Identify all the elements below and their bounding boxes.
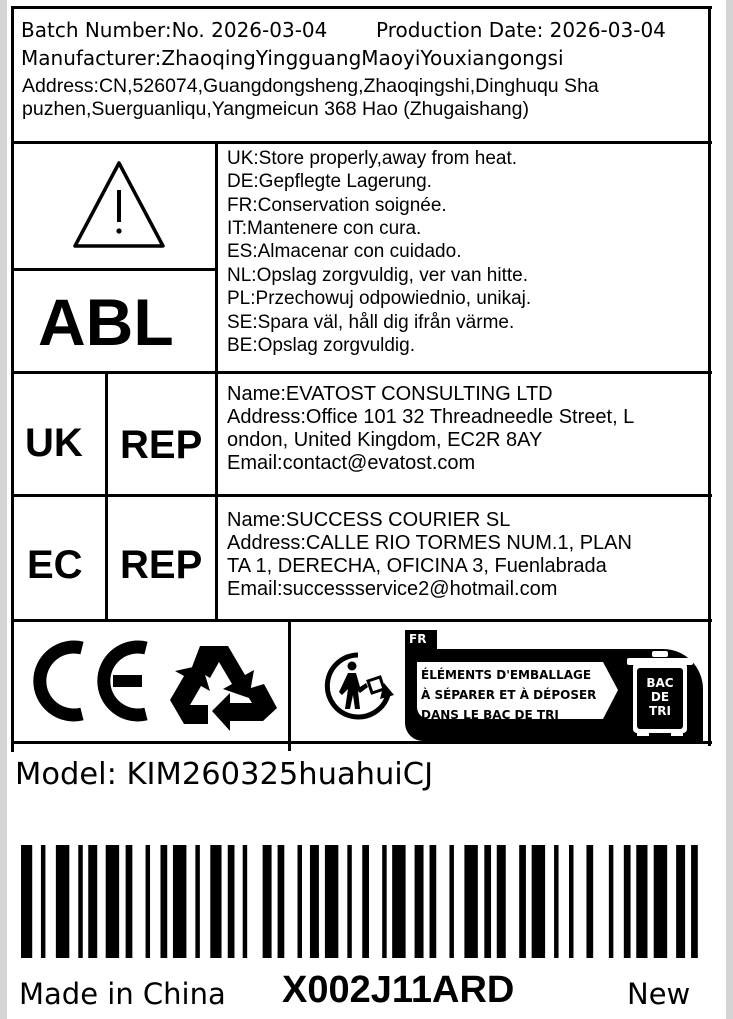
barcode-bar [88,845,97,958]
barcode-bar [210,845,221,958]
barcode-code: X002J11ARD [282,969,515,1011]
barcode-bar [392,845,405,958]
ce-mark-icon [27,636,157,726]
barcode-bar [415,845,424,958]
barcode-bar [382,845,386,958]
barcode-bar [497,845,506,958]
barcode-bar [484,845,491,958]
divider-header [11,141,712,144]
divider-col-main [215,141,218,622]
bin-label-1: BAC [646,676,674,690]
ec-rep-address-1: Address:CALLE RIO TORMES NUM.1, PLAN [227,532,632,554]
frame-right [708,6,711,746]
divider-uk-rep [11,494,712,497]
barcode-bar [691,845,698,958]
barcode-bar [298,845,302,958]
warning-de: DE:Gepflegte Lagerung. [227,171,432,192]
warning-pl: PL:Przechowuj odpowiednio, unikaj. [227,288,532,309]
barcode-bar [449,845,453,958]
barcode-bar [362,845,369,958]
barcode-bar [78,845,82,958]
barcode-bar [41,845,45,958]
frame-top [11,6,712,9]
barcode-bar [636,845,647,958]
production-date: Production Date: 2026-03-04 [376,18,666,42]
divider-rep-badges [105,371,108,622]
bin-label-2: DE [650,690,670,704]
divider-warnings [11,371,712,374]
label-edge-left [0,0,7,1019]
uk-rep-badge: REP [120,423,203,467]
triman-line-2: À SÉPARER ET À DÉPOSER [421,688,597,702]
barcode-bar [160,845,167,958]
barcode-bar [263,845,272,958]
frame-left [11,6,14,752]
warning-nl: NL:Opslag zorgvuldig, ver van hitte. [227,265,528,286]
uk-rep-email: Email:contact@evatost.com [227,452,476,474]
warning-icon [71,158,167,250]
divider-ec-rep [11,619,712,622]
warning-uk: UK:Store properly,away from heat. [227,148,518,169]
warning-it: IT:Mantenere con cura. [227,218,422,239]
barcode-bar [126,845,133,958]
triman-country: FR [409,632,427,646]
warning-es: ES:Almacenar con cuidado. [227,241,462,262]
barcode-bar [586,845,593,958]
frame-bottom [11,741,712,744]
ec-rep-badge: REP [120,543,203,587]
ec-rep-address-2: TA 1, DERECHA, OFICINA 3, Fuenlabrada [227,555,607,577]
barcode-bar [56,845,69,958]
barcode-bar [676,845,685,958]
barcode-bar [569,845,573,958]
warning-se: SE:Spara väl, håll dig ifrån värme. [227,312,515,333]
label-edge-right [726,0,733,1019]
barcode-bar [310,845,319,958]
divider-icons [288,619,291,751]
uk-rep-name: Name:EVATOST CONSULTING LTD [227,383,553,405]
barcode-bar [173,845,186,958]
bin-label-3: TRI [649,704,671,718]
barcode-bar [325,845,338,958]
barcode [21,845,711,958]
manufacturer: Manufacturer:ZhaoqingYingguangMaoyiYouxiangongsi [21,46,564,70]
barcode-bar [609,845,613,958]
uk-rep-address-2: ondon, United Kingdom, EC2R 8AY [227,429,543,451]
recycle-icon [166,638,278,732]
barcode-bar [654,845,667,958]
ec-rep-name: Name:SUCCESS COURIER SL [227,509,511,531]
abl-mark: ABL [38,285,174,359]
batch-number: Batch Number:No. 2026-03-04 [21,18,328,42]
warning-fr: FR:Conservation soignée. [227,195,447,216]
condition-text: New [627,977,691,1011]
triman-line-1: ÉLÉMENTS D'EMBALLAGE [421,668,592,682]
triman-icon [322,651,398,721]
address-line-1: Address:CN,526074,Guangdongsheng,Zhaoqingshi,Dinghuqu Sha [22,75,599,97]
address-line-2: puzhen,Suerguanliqu,Yangmeicun 368 Hao (Zhugaishang) [22,98,529,120]
divider-symbols-left [11,268,217,271]
uk-badge: UK [25,421,83,465]
origin-text: Made in China [19,977,226,1011]
warning-be: BE:Opslag zorgvuldig. [227,335,415,356]
barcode-bar [554,845,558,958]
barcode-bar [146,845,150,958]
barcode-bar [106,845,119,958]
triman-line-3: DANS LE BAC DE TRI [421,708,559,722]
barcode-bar [278,845,285,958]
barcode-bar [228,845,235,958]
barcode-bar [347,845,351,958]
barcode-bar [243,845,247,958]
barcode-bar [532,845,545,958]
ec-rep-email: Email:successservice2@hotmail.com [227,578,558,600]
barcode-bar [624,845,631,958]
ec-badge: EC [27,543,83,587]
barcode-bar [195,845,199,958]
barcode-bar [21,845,32,958]
barcode-bar [464,845,477,958]
barcode-bar [519,845,526,958]
barcode-bar [430,845,437,958]
uk-rep-address-1: Address:Office 101 32 Threadneedle Street, L [227,406,635,428]
model-number: Model: KIM260325huahuiCJ [15,757,434,792]
